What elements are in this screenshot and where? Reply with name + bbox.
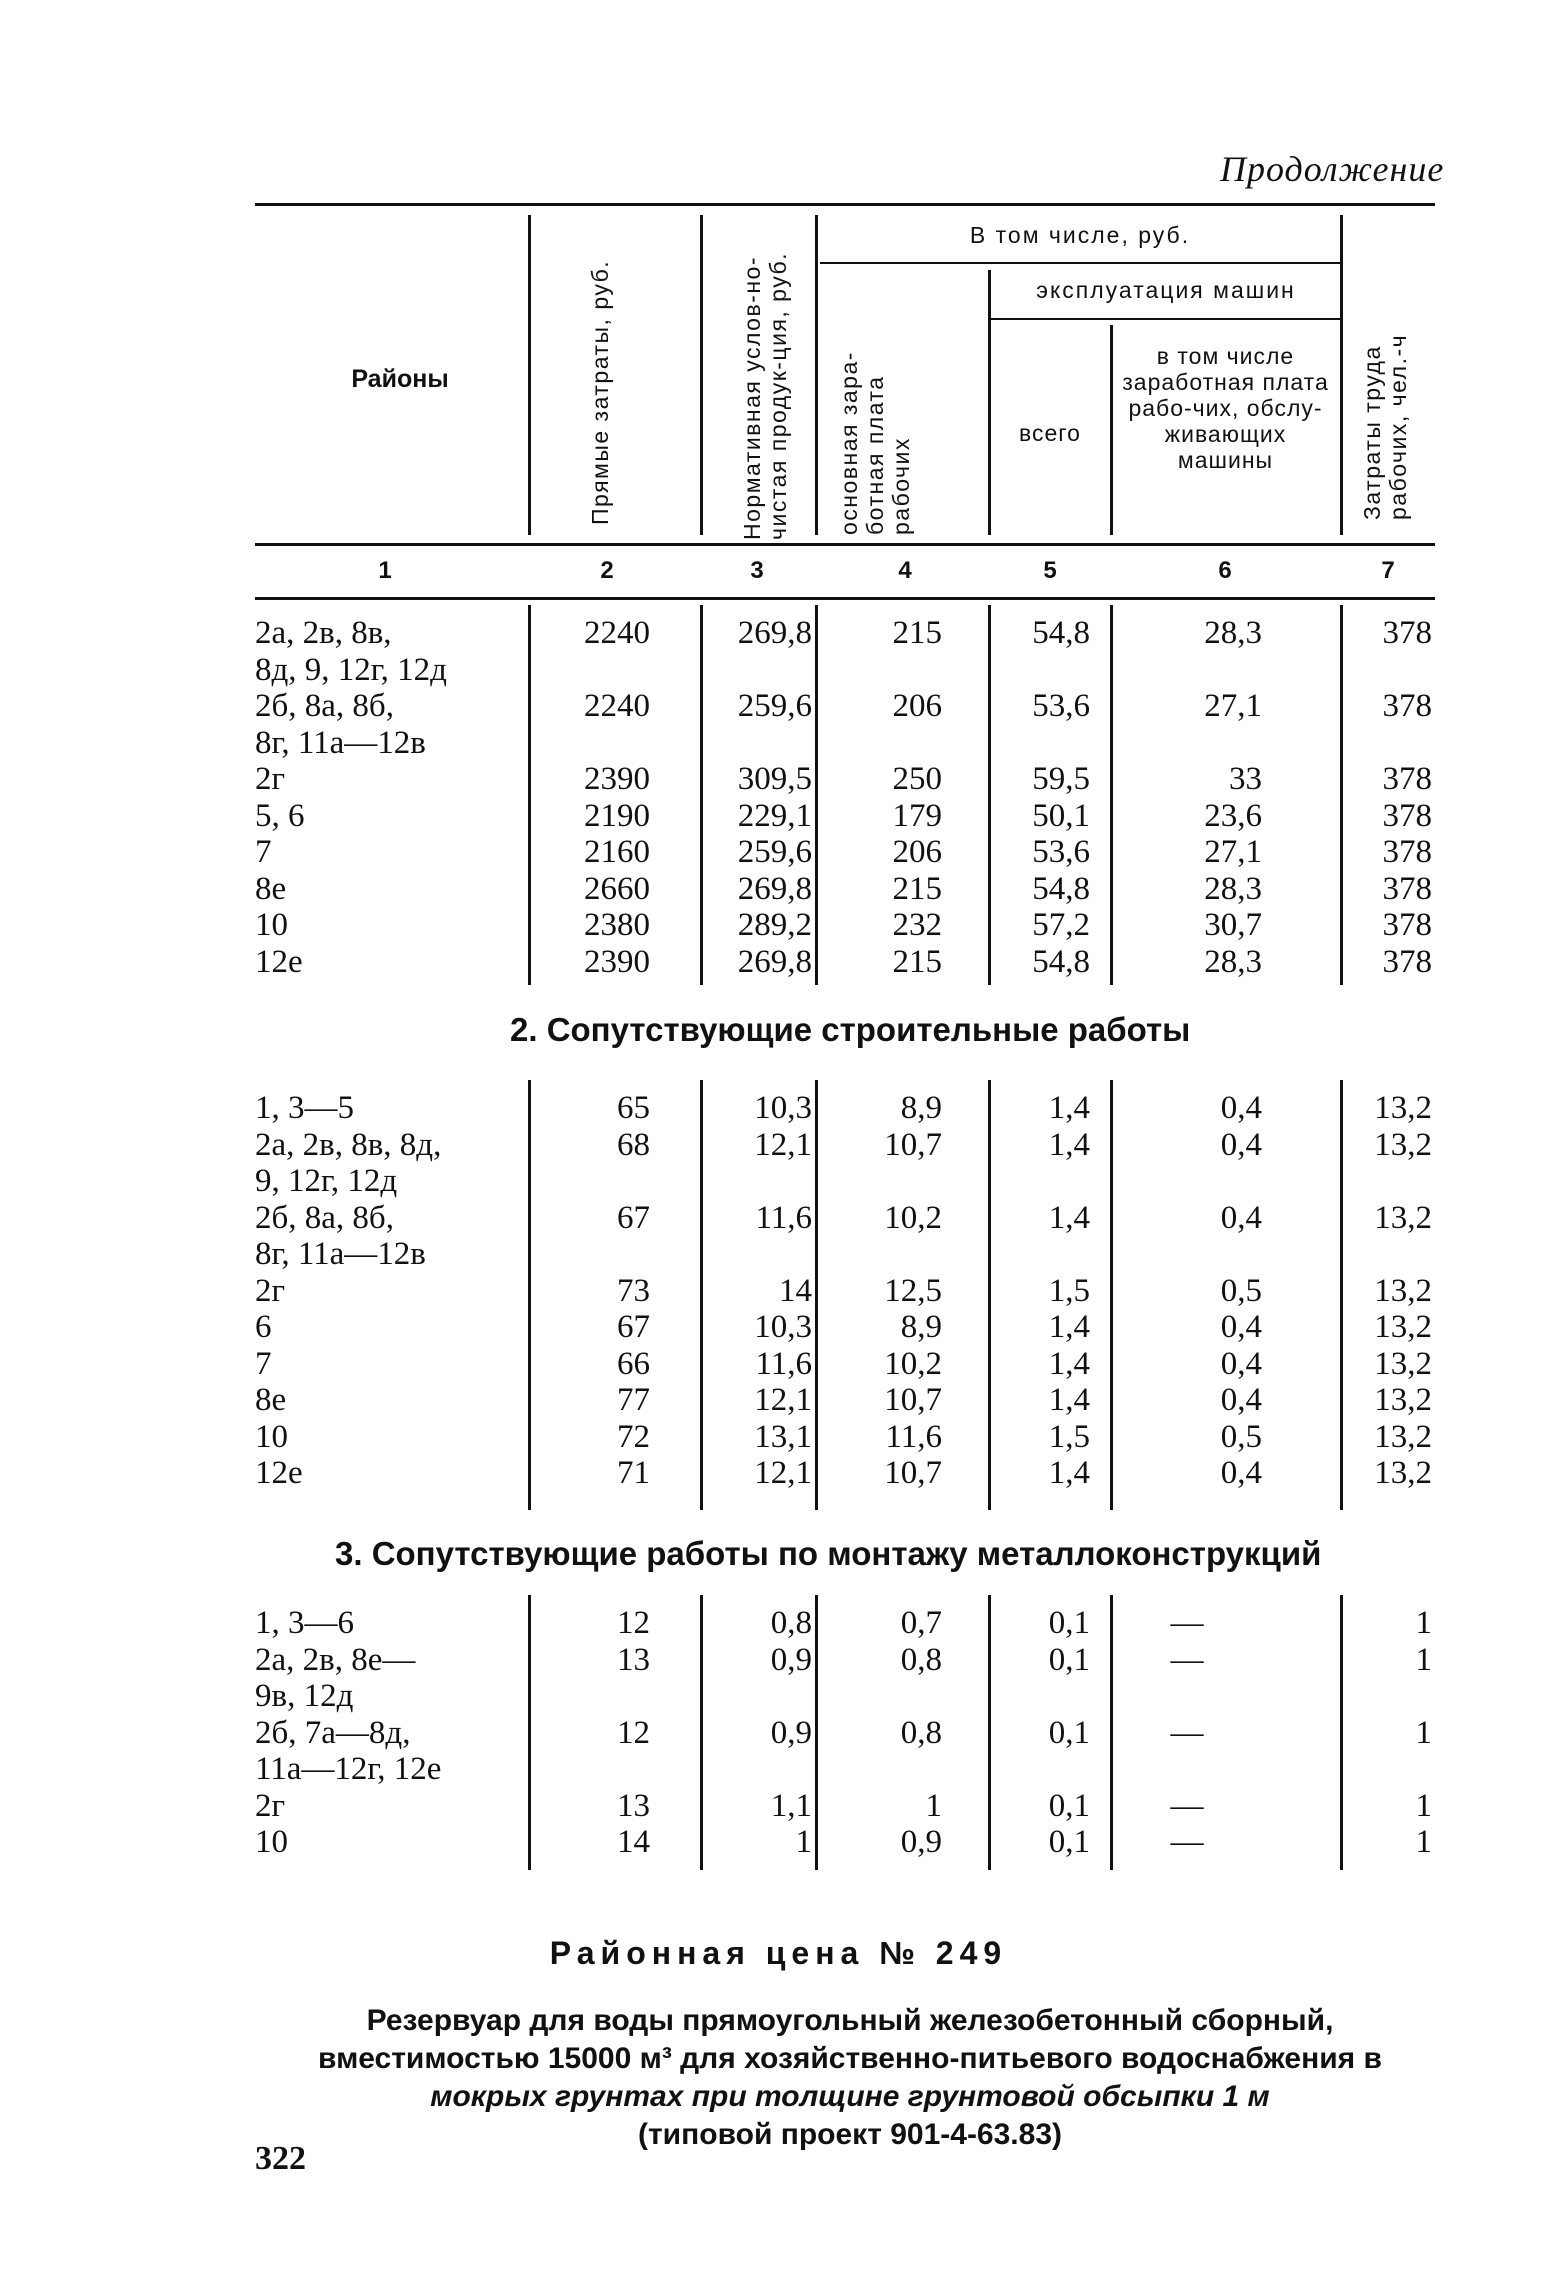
region-label: 8е [255,870,287,907]
cell-col-7: 13,2 [1374,1345,1432,1382]
header-base-wage: основная зара-ботная плата рабочих [836,351,914,535]
cell-col-7: 378 [1382,615,1432,651]
cell-col-4: 215 [892,943,942,980]
cell-col-4: 0,8 [900,1641,942,1678]
column-number-2: 2 [600,557,614,584]
cell-col-2: 2190 [584,797,650,834]
region-label: 12е [255,943,303,980]
region-label: 6 [255,1309,272,1345]
cell-col-6: 0,5 [1220,1272,1262,1309]
header-direct-costs: Прямые затраты, руб. [587,259,613,525]
cell-col-4: 250 [892,761,942,797]
cell-col-4: 215 [892,615,942,651]
region-label: 2а, 2в, 8е— [255,1641,416,1678]
cell-col-5: 0,1 [1048,1787,1090,1824]
cell-col-3: 10,3 [754,1090,812,1126]
region-label: 10 [255,1418,288,1455]
cell-col-4: 206 [892,688,942,724]
cell-col-5: 54,8 [1032,943,1090,980]
region-label: 10 [255,907,288,943]
region-label: 11а—12г, 12е [255,1751,442,1787]
cell-col-2: 2380 [584,907,650,943]
hdr-vline-3 [815,215,818,535]
region-label: 5, 6 [255,797,305,834]
header-labor: Затраты труда рабочих, чел.-ч [1359,333,1411,520]
cell-col-5: 1,4 [1048,1126,1090,1163]
cell-col-3: 269,8 [737,943,812,980]
description-line-3: мокрых грунтах при толщине грунтовой обсыпки 1 м [430,2080,1270,2113]
region-label: 8г, 11а—12в [255,1236,426,1272]
cell-col-2: 66 [617,1345,650,1382]
cell-col-4: 206 [892,834,942,870]
region-label: 12е [255,1455,303,1491]
cell-col-7: 13,2 [1374,1272,1432,1309]
cell-col-5: 59,5 [1032,761,1090,797]
cell-col-4: 8,9 [900,1090,942,1126]
cell-col-5: 1,4 [1048,1309,1090,1345]
cell-col-7: 1 [1415,1641,1432,1678]
cell-col-7: 13,2 [1374,1309,1432,1345]
cell-col-5: 1,4 [1048,1090,1090,1126]
cell-col-6: 28,3 [1204,870,1262,907]
cell-col-6: — [1170,1605,1204,1641]
cell-col-3: 269,8 [737,870,812,907]
cell-col-2: 2390 [584,761,650,797]
cell-col-4: 12,5 [884,1272,942,1309]
region-label: 8г, 11а—12в [255,724,426,761]
region-label: 2г [255,1787,286,1824]
cell-col-2: 2240 [584,615,650,651]
cell-col-3: 11,6 [755,1199,812,1236]
cell-col-5: 1,5 [1048,1418,1090,1455]
cell-col-4: 215 [892,870,942,907]
cell-col-7: 13,2 [1374,1418,1432,1455]
cell-col-7: 378 [1382,797,1432,834]
cell-col-3: 259,6 [737,834,812,870]
cell-col-3: 0,9 [770,1714,812,1751]
region-label: 8д, 9, 12г, 12д [255,651,447,688]
cell-col-6: 28,3 [1204,943,1262,980]
header-incl-group: В том числе, руб. [969,222,1191,248]
cell-col-6: 23,6 [1204,797,1262,834]
header-machines-wage: в том числе заработная плата рабо-чих, обслу-живающих машины [1122,343,1329,473]
column-number-6: 6 [1218,557,1232,584]
header-machines-total: всего [1019,420,1081,446]
header-net-product: Нормативная услов-но-чистая продук-ция, руб. [739,251,791,540]
column-number-3: 3 [750,557,764,584]
cell-col-6: 0,4 [1220,1309,1262,1345]
cell-col-3: 11,6 [755,1345,812,1382]
cell-col-4: 10,7 [884,1455,942,1491]
cell-col-3: 12,1 [754,1382,812,1418]
cell-col-3: 289,2 [737,907,812,943]
region-label: 9в, 12д [255,1678,354,1714]
cell-col-2: 13 [617,1787,650,1824]
region-label: 2а, 2в, 8в, [255,615,392,651]
cell-col-7: 378 [1382,870,1432,907]
cell-col-7: 1 [1415,1787,1432,1824]
cell-col-5: 57,2 [1032,907,1090,943]
cell-col-7: 13,2 [1374,1090,1432,1126]
cell-col-2: 71 [617,1455,650,1491]
cell-col-7: 1 [1415,1605,1432,1641]
cell-col-6: 27,1 [1204,834,1262,870]
cell-col-2: 73 [617,1272,650,1309]
page-number: 322 [255,2140,306,2177]
cell-col-3: 229,1 [737,797,812,834]
section3-title: 3. Сопутствующие работы по монтажу металлоконструкций [335,1535,1322,1572]
cell-col-5: 53,6 [1032,688,1090,724]
cell-col-6: 0,4 [1220,1455,1262,1491]
header-regions: Районы [351,365,449,393]
hdr-vline-1 [528,215,531,535]
cell-col-2: 65 [617,1090,650,1126]
cell-col-7: 378 [1382,907,1432,943]
cell-col-4: 232 [892,907,942,943]
numbers-bottom-rule [255,597,1435,600]
cell-col-2: 12 [617,1714,650,1751]
cell-col-7: 13,2 [1374,1382,1432,1418]
cell-col-3: 1,1 [770,1787,812,1824]
cell-col-5: 54,8 [1032,615,1090,651]
cell-col-5: 0,1 [1048,1605,1090,1641]
description-line-4: (типовой проект 901-4-63.83) [638,2118,1062,2151]
header-bottom-rule [255,543,1435,546]
hdr-vline-6 [1340,215,1343,535]
description-line-1: Резервуар для воды прямоугольный железобетонный сборный, [366,2004,1334,2037]
cell-col-5: 53,6 [1032,834,1090,870]
cell-col-5: 0,1 [1048,1714,1090,1751]
region-label: 1, 3—6 [255,1605,354,1641]
cell-col-2: 2390 [584,943,650,980]
cell-col-4: 10,2 [884,1199,942,1236]
cell-col-3: 259,6 [737,688,812,724]
cell-col-7: 13,2 [1374,1126,1432,1163]
machines-rule [990,318,1340,320]
header-machines-group: эксплуатация машин [1036,277,1296,303]
cell-col-2: 2660 [584,870,650,907]
cell-col-3: 12,1 [754,1455,812,1491]
cell-col-3: 1 [795,1824,812,1860]
cell-col-6: — [1170,1714,1204,1751]
cell-col-4: 10,7 [884,1126,942,1163]
cell-col-5: 1,4 [1048,1345,1090,1382]
cell-col-3: 13,1 [754,1418,812,1455]
cell-col-6: — [1170,1824,1204,1860]
cell-col-6: 30,7 [1204,907,1262,943]
cell-col-4: 0,9 [900,1824,942,1860]
cell-col-3: 309,5 [737,761,812,797]
cell-col-2: 12 [617,1605,650,1641]
cell-col-2: 14 [617,1824,650,1860]
region-label: 2б, 8а, 8б, [255,1199,394,1236]
cell-col-7: 13,2 [1374,1455,1432,1491]
region-label: 1, 3—5 [255,1090,354,1126]
cell-col-4: 0,7 [900,1605,942,1641]
cell-col-4: 1 [925,1787,942,1824]
column-number-5: 5 [1043,557,1057,584]
region-label: 2г [255,1272,286,1309]
column-number-7: 7 [1381,557,1395,584]
cell-col-2: 72 [617,1418,650,1455]
hdr-vline-2 [700,215,703,535]
cell-col-7: 378 [1382,688,1432,724]
cell-col-6: 0,4 [1220,1199,1262,1236]
cell-col-3: 0,8 [770,1605,812,1641]
cell-col-2: 67 [617,1199,650,1236]
region-label: 7 [255,1345,272,1382]
cell-col-2: 68 [617,1126,650,1163]
region-label: 2а, 2в, 8в, 8д, [255,1126,442,1163]
cell-col-6: 0,5 [1220,1418,1262,1455]
cell-col-2: 2240 [584,688,650,724]
cell-col-3: 10,3 [754,1309,812,1345]
cell-col-5: 0,1 [1048,1641,1090,1678]
incl-rule [820,262,1340,264]
cell-col-5: 1,4 [1048,1382,1090,1418]
cell-col-7: 378 [1382,761,1432,797]
region-label: 7 [255,834,272,870]
cell-col-2: 2160 [584,834,650,870]
region-label: 2б, 8а, 8б, [255,688,394,724]
region-label: 10 [255,1824,288,1860]
cell-col-7: 1 [1415,1714,1432,1751]
column-number-4: 4 [898,557,912,584]
price-title: Районная цена № 249 [549,1935,1008,1971]
cell-col-5: 1,5 [1048,1272,1090,1309]
cell-col-5: 1,4 [1048,1199,1090,1236]
cell-col-7: 13,2 [1374,1199,1432,1236]
continued-label: Продолжение [1220,149,1445,189]
cell-col-6: 27,1 [1204,688,1262,724]
cell-col-6: — [1170,1787,1204,1824]
cell-col-5: 0,1 [1048,1824,1090,1860]
hdr-vline-5 [1110,325,1113,535]
cell-col-6: — [1170,1641,1204,1678]
cell-col-4: 11,6 [885,1418,942,1455]
cell-col-7: 378 [1382,943,1432,980]
region-label: 8е [255,1382,287,1418]
cell-col-4: 0,8 [900,1714,942,1751]
cell-col-2: 77 [617,1382,650,1418]
cell-col-3: 12,1 [754,1126,812,1163]
region-label: 2г [255,761,286,797]
region-label: 9, 12г, 12д [255,1163,398,1199]
cell-col-5: 54,8 [1032,870,1090,907]
cell-col-4: 10,7 [884,1382,942,1418]
section2-title: 2. Сопутствующие строительные работы [510,1011,1191,1048]
cell-col-5: 50,1 [1032,797,1090,834]
region-label: 2б, 7а—8д, [255,1714,411,1751]
cell-col-6: 33 [1229,761,1262,797]
cell-col-6: 0,4 [1220,1126,1262,1163]
cell-col-6: 0,4 [1220,1382,1262,1418]
cell-col-4: 8,9 [900,1309,942,1345]
column-number-1: 1 [378,557,392,584]
cell-col-2: 67 [617,1309,650,1345]
cell-col-3: 269,8 [737,615,812,651]
cell-col-2: 13 [617,1641,650,1678]
cell-col-4: 179 [892,797,942,834]
cell-col-6: 0,4 [1220,1345,1262,1382]
cell-col-4: 10,2 [884,1345,942,1382]
table-top-rule [255,203,1435,206]
cell-col-7: 1 [1415,1824,1432,1860]
description-line-2: вместимостью 15000 м³ для хозяйственно-питьевого водоснабжения в [318,2042,1382,2075]
cell-col-5: 1,4 [1048,1455,1090,1491]
cell-col-7: 378 [1382,834,1432,870]
cell-col-6: 28,3 [1204,615,1262,651]
cell-col-6: 0,4 [1220,1090,1262,1126]
cell-col-3: 0,9 [770,1641,812,1678]
hdr-vline-4 [988,270,991,535]
cell-col-3: 14 [779,1272,812,1309]
